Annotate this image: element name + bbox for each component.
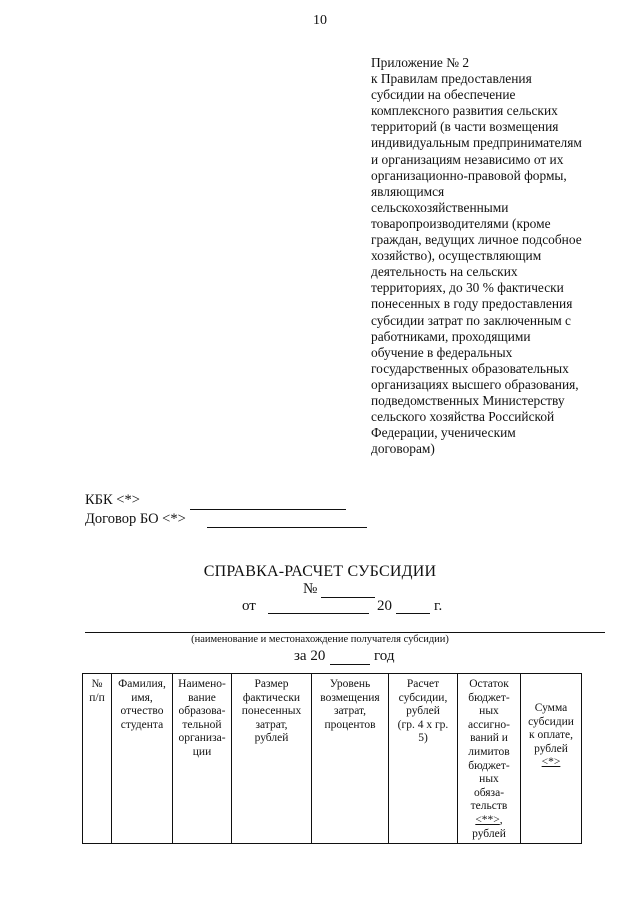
number-row	[303, 581, 317, 598]
appendix-line: и организациям независимо от их	[371, 151, 564, 167]
appendix-line: Приложение № 2	[371, 55, 470, 70]
header-line: затрат,	[333, 705, 367, 718]
header-line: бюджет-	[468, 759, 510, 772]
header-line: вание	[188, 691, 216, 704]
kbk-label: КБК <*>	[85, 492, 140, 508]
date-suffix: г.	[434, 598, 443, 614]
header-line: к оплате,	[529, 729, 573, 742]
header-line: затрат,	[255, 718, 288, 731]
calculation-table	[82, 673, 582, 844]
appendix-line: являющимся	[371, 183, 445, 199]
header-line: Сумма	[534, 702, 568, 714]
header-line: ных	[479, 773, 499, 786]
header-line: обяза-	[473, 786, 505, 799]
period-prefix: за 20	[294, 648, 326, 664]
header-line: возмещения	[320, 691, 380, 704]
appendix-line: понесенных в году предоставления	[371, 296, 573, 312]
number-label: №	[303, 581, 318, 597]
period-year-field[interactable]	[330, 664, 370, 665]
appendix-line: государственных образовательных	[371, 360, 569, 376]
header-line: имя,	[131, 691, 153, 704]
header-line: рублей	[406, 705, 440, 718]
appendix-line: товаропроизводителями (кроме	[371, 215, 551, 231]
header-line: ных	[479, 705, 499, 718]
contract-label: Договор БО <*>	[85, 511, 186, 527]
appendix-line: Федерации, ученическим	[371, 425, 516, 441]
appendix-line: договорам)	[371, 441, 435, 457]
appendix-line: сельскохозяйственными	[371, 199, 509, 215]
period-suffix: год	[374, 648, 395, 664]
appendix-line: хозяйство), осуществляющим	[371, 248, 542, 264]
appendix-line: обучение в федеральных	[371, 344, 513, 360]
appendix-line: подведомственных Министерству	[371, 392, 565, 408]
appendix-line: граждан, ведущих личное подсобное	[371, 232, 582, 248]
header-line: фактически	[242, 691, 301, 704]
contract-field[interactable]	[207, 527, 367, 528]
appendix-line: территорий (в части возмещения	[371, 119, 559, 135]
header-line: образова-	[178, 705, 226, 718]
date-prefix: от	[242, 598, 256, 614]
col-header-organization	[173, 674, 232, 844]
header-line: субсидии	[528, 715, 574, 728]
header-line: тельной	[182, 718, 222, 731]
date-year-prefix: 20	[377, 598, 392, 614]
header-line: процентов	[324, 718, 376, 731]
header-line: Наимено-	[178, 678, 226, 690]
header-line: (гр. 4 х гр.	[397, 718, 449, 731]
col-header-budget-balance: Остаток бюджет- ных ассигно- ваний и лимитов бюджет- ных обяза- тельств <**>, рублей	[458, 674, 521, 844]
header-line: организа-	[178, 732, 226, 745]
header-line: Остаток	[469, 678, 509, 690]
header-line: №	[91, 678, 103, 690]
recipient-field[interactable]	[85, 632, 605, 633]
header-line: лимитов	[468, 745, 510, 758]
header-line: студента	[120, 718, 164, 731]
header-line: рублей	[254, 732, 289, 745]
appendix-line: субсидии на обеспечение	[371, 87, 516, 103]
footnote-link[interactable]: <*>	[541, 756, 561, 769]
header-line: п/п	[89, 691, 105, 704]
header-line: Расчет	[406, 678, 440, 690]
appendix-line: сельского хозяйства Российской	[371, 409, 555, 425]
col-header-costs	[232, 674, 312, 844]
appendix-line: индивидуальным предпринимателям	[371, 135, 582, 151]
header-line: ции	[192, 745, 212, 758]
col-header-number	[83, 674, 112, 844]
col-header-amount-due	[521, 674, 582, 844]
appendix-line: организациях высшего образования,	[371, 376, 579, 392]
header-line: Фамилия,	[118, 678, 166, 690]
kbk-field[interactable]	[190, 509, 346, 510]
table-header-row	[83, 674, 582, 844]
appendix-line: комплексного развития сельских	[371, 103, 558, 119]
header-line: ассигно-	[468, 718, 510, 731]
header-line: рублей	[472, 827, 506, 840]
header-line: понесенных	[241, 705, 302, 718]
appendix-line: субсидии затрат по заключенным с	[371, 312, 571, 328]
header-line: Уровень	[329, 678, 371, 690]
header-line: отчество	[120, 705, 164, 718]
col-header-reimbursement-level	[312, 674, 389, 844]
appendix-line: территориях, до 30 % фактически	[371, 280, 564, 296]
col-header-student	[112, 674, 173, 844]
footnote-link[interactable]: <**>	[475, 813, 500, 826]
col-header-subsidy-calc	[389, 674, 458, 844]
date-day-month-field[interactable]	[268, 613, 369, 614]
appendix-line: организационно-правовой формы,	[371, 167, 567, 183]
appendix-line: к Правилам предоставления	[371, 71, 532, 87]
header-line: субсидии,	[398, 691, 448, 704]
recipient-caption: (наименование и местонахождение получателя субсидии)	[191, 634, 449, 645]
period-row	[294, 648, 325, 665]
document-title: СПРАВКА-РАСЧЕТ СУБСИДИИ	[203, 563, 437, 580]
appendix-heading	[371, 55, 636, 457]
header-line: 5)	[418, 732, 428, 745]
number-field[interactable]	[321, 597, 375, 598]
date-row	[242, 598, 256, 615]
date-year-field[interactable]	[396, 613, 430, 614]
header-line: ваний и	[470, 732, 508, 745]
header-line: Размер	[254, 678, 289, 690]
appendix-line: работниками, проходящими	[371, 328, 531, 344]
header-line: тельств	[470, 800, 508, 813]
header-line: бюджет-	[468, 691, 510, 704]
page-number: 10	[313, 13, 327, 28]
appendix-line: деятельность на сельских	[371, 264, 518, 280]
header-line: рублей	[534, 742, 568, 755]
